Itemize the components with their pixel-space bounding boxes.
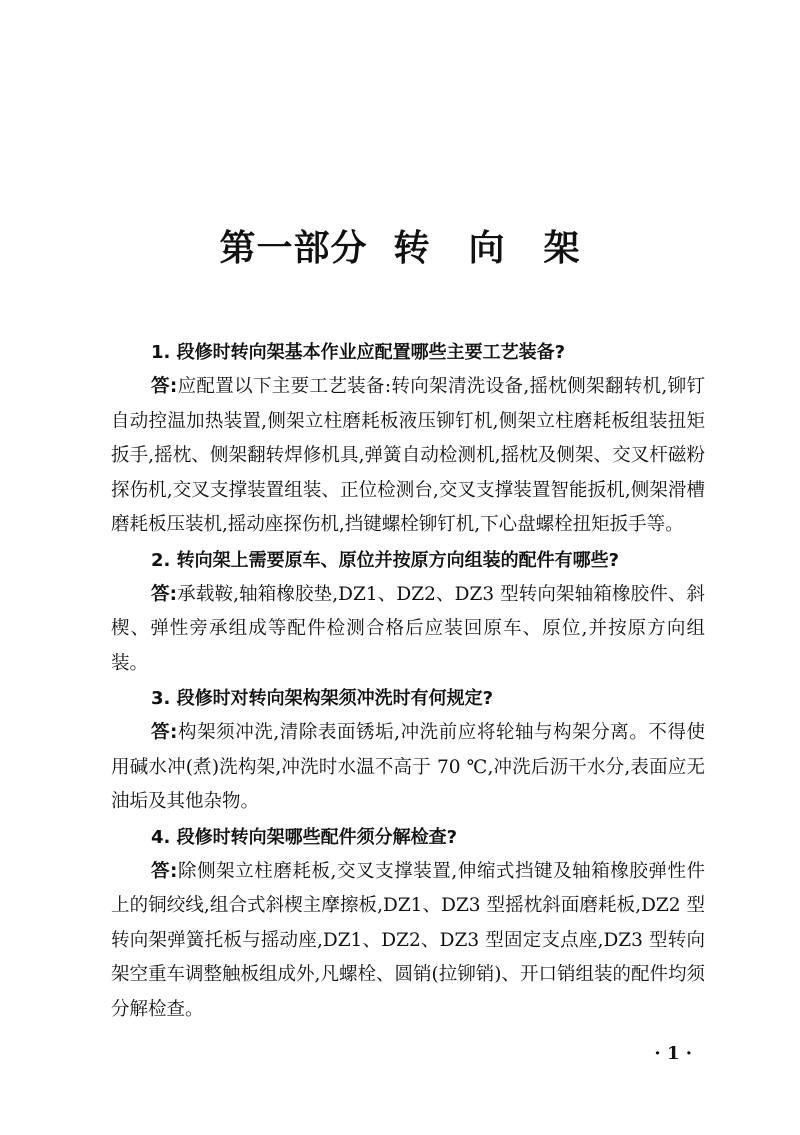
answer-4 — [111, 855, 705, 1028]
answer-text: 承载鞍,轴箱橡胶垫,DZ1、DZ2、DZ3 型转向架轴箱橡胶件、斜楔、弹性旁承组成等配件检测合格后应装回原车、原位,并按原方向组装。 — [111, 583, 706, 674]
answer-lead: 答: — [151, 860, 178, 882]
answer-text: 应配置以下主要工艺装备:转向架清洗设备,摇枕侧架翻转机,铆钉自动控温加热装置,侧架立柱磨耗板液压铆钉机,侧架立柱磨耗板组装扭矩扳手,摇枕、侧架翻转焊修机具,弹簧自动检测机,摇枕及侧架、交叉杆磁粉探伤机,交叉支撑装置组装、正位检测台,交叉支撑装置智能扳机,侧架滑槽磨耗板压装机,摇动座探伤机,挡键螺栓铆钉机,下心盘螺栓扭矩扳手等。 — [111, 376, 705, 535]
title-char: 向 — [468, 228, 506, 269]
answer-3 — [111, 716, 705, 820]
page-number: · 1 · — [654, 1043, 692, 1064]
question-2: 2. 转向架上需要原车、原位并按原方向组装的配件有哪些? — [151, 549, 620, 571]
answer-lead: 答: — [151, 583, 178, 605]
answer-text: 构架须冲洗,清除表面锈垢,冲洗前应将轮轴与构架分离。不得使用碱水冲(煮)洗构架,冲洗时水温不高于 70 ℃,冲洗后沥干水分,表面应无油垢及其他杂物。 — [111, 722, 705, 812]
title-char: 转 — [393, 228, 431, 269]
title-char: 架 — [543, 228, 581, 269]
question-4: 4. 段修时转向架哪些配件须分解检查? — [151, 826, 458, 848]
question-1: 1. 段修时转向架基本作业应配置哪些主要工艺装备? — [151, 342, 566, 363]
answer-lead: 答: — [151, 376, 178, 397]
question-3: 3. 段修时对转向架构架须冲洗时有何规定? — [151, 688, 494, 709]
qa-content — [111, 335, 705, 1027]
answer-1 — [111, 370, 705, 543]
answer-2 — [111, 578, 705, 682]
answer-lead: 答: — [151, 722, 178, 743]
answer-text: 除侧架立柱磨耗板,交叉支撑装置,伸缩式挡键及轴箱橡胶弹性件上的铜绞线,组合式斜楔主摩擦板,DZ1、DZ3 型摇枕斜面磨耗板,DZ2 型转向架弹簧托板与摇动座,DZ1、DZ2、DZ3 型固定支点座,DZ3 型转向架空重车调整触板组成外,凡螺栓、圆销(拉铆销)、开口销组装的配件均须分解检查。 — [111, 860, 705, 1020]
title-part: 第一部分 — [219, 228, 368, 269]
chapter-title — [0, 220, 800, 271]
